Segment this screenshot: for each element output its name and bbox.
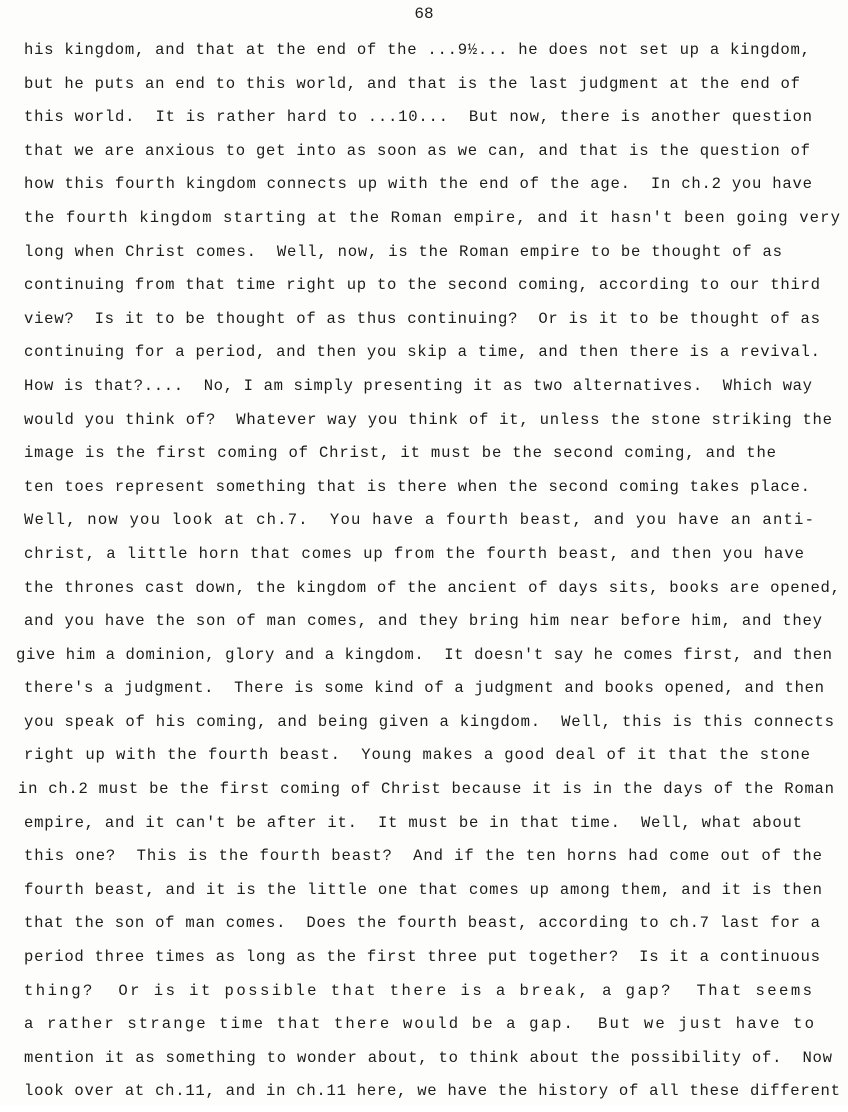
text-line: thing? Or is it possible that there is a break, a gap? That seems — [24, 981, 815, 1000]
text-line: fourth beast, and it is the little one that comes up among them, and it is then — [24, 880, 823, 899]
text-line: his kingdom, and that at the end of the ...9½... he does not set up a kingdom, — [24, 41, 811, 59]
text-line: empire, and it can't be after it. It must be in that time. Well, what about — [24, 813, 803, 832]
text-line: look over at ch.11, and in ch.11 here, we have the history of all these different — [24, 1082, 841, 1101]
text-line: and you have the son of man comes, and they bring him near before him, and they — [24, 612, 823, 631]
text-line: continuing for a period, and then you skip a time, and then there is a revival. — [24, 343, 821, 362]
text-line: that we are anxious to get into as soon as we can, and that is the question of — [24, 141, 811, 160]
text-line: right up with the fourth beast. Young makes a good deal of it that the stone — [24, 746, 811, 765]
text-line: christ, a little horn that comes up from the fourth beast, and then you have — [24, 544, 805, 563]
text-line: view? Is it to be thought of as thus continuing? Or is it to be thought of as — [24, 309, 821, 328]
text-line: this world. It is rather hard to ...10... But now, there is another question — [24, 108, 813, 127]
text-line: the fourth kingdom starting at the Roman empire, and it hasn't been going very — [24, 208, 842, 227]
text-line: period three times as long as the first three put together? Is it a continuous — [24, 948, 821, 967]
text-line: How is that?.... No, I am simply presenting it as two alternatives. Which way — [24, 376, 813, 395]
text-line: how this fourth kingdom connects up with the end of the age. In ch.2 you have — [24, 175, 813, 194]
text-line: continuing from that time right up to the second coming, according to our third — [24, 276, 821, 295]
text-line: there's a judgment. There is some kind of a judgment and books opened, and then — [24, 679, 825, 698]
text-line: long when Christ comes. Well, now, is the Roman empire to be thought of as — [24, 242, 783, 261]
text-line: the thrones cast down, the kingdom of the ancient of days sits, books are opened, — [24, 578, 841, 597]
text-line: a rather strange time that there would be a gap. But we just have to — [24, 1015, 817, 1034]
text-line: but he puts an end to this world, and that is the last judgment at the end of — [24, 74, 801, 93]
text-line: give him a dominion, glory and a kingdom. It doesn't say he comes first, and then — [16, 645, 833, 664]
body-text — [0, 37, 848, 1112]
text-line: you speak of his coming, and being given a kingdom. Well, this is this connects — [24, 712, 835, 731]
text-line: would you think of? Whatever way you think of it, unless the stone striking the — [24, 410, 833, 429]
text-line: Well, now you look at ch.7. You have a fourth beast, and you have an anti- — [24, 511, 816, 530]
text-line: image is the first coming of Christ, it must be the second coming, and the — [24, 444, 777, 463]
text-line: this one? This is the fourth beast? And if the ten horns had come out of the — [24, 847, 823, 866]
text-line: that the son of man comes. Does the fourth beast, according to ch.7 last for a — [24, 914, 821, 933]
text-line: in ch.2 must be the first coming of Christ because it is in the days of the Roman — [18, 780, 835, 799]
page-number: 68 — [414, 5, 434, 23]
text-line: ten toes represent something that is there when the second coming takes place. — [24, 477, 811, 496]
text-line: mention it as something to wonder about, to think about the possibility of. Now — [24, 1048, 833, 1067]
